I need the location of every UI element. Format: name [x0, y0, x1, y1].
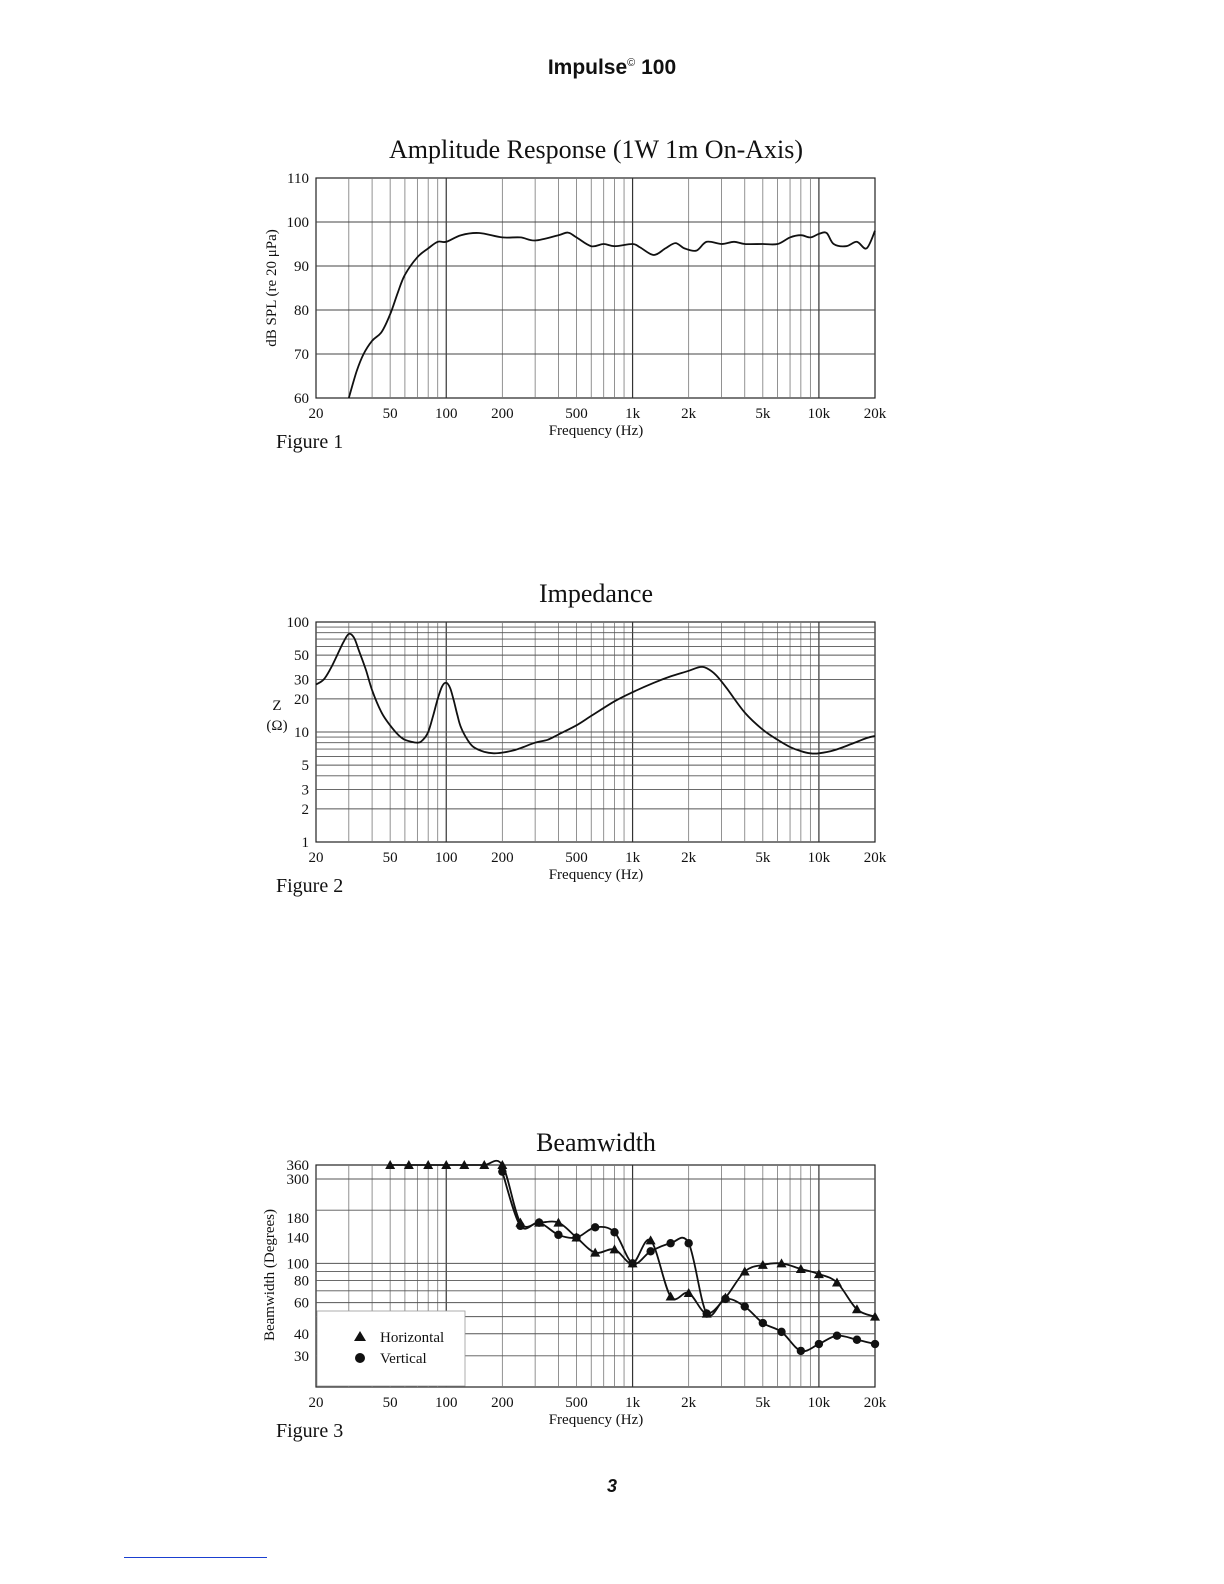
data-point-circle — [797, 1347, 805, 1355]
y-tick-label: 50 — [294, 648, 309, 665]
x-tick-label: 2k — [681, 850, 697, 866]
series-curve — [349, 231, 875, 398]
impedance-chart — [0, 570, 1224, 910]
y-axis-label-unit: (Ω) — [266, 718, 288, 734]
figure-caption: Figure 1 — [276, 431, 344, 453]
x-tick-label: 10k — [807, 406, 831, 422]
x-tick-label: 10k — [807, 850, 831, 866]
x-tick-label: 500 — [565, 406, 588, 422]
x-tick-label: 20k — [863, 850, 887, 866]
x-tick-label: 2k — [681, 1395, 697, 1411]
x-tick-label: 100 — [434, 406, 458, 422]
y-tick-label: 80 — [294, 303, 309, 319]
data-point-circle — [721, 1295, 729, 1303]
data-point-circle — [815, 1340, 823, 1348]
y-tick-label: 10 — [294, 725, 309, 741]
plot-grid — [316, 622, 875, 842]
legend-box — [317, 1311, 465, 1386]
y-tick-label: 60 — [294, 391, 309, 407]
data-point-circle — [572, 1233, 580, 1241]
data-point-circle — [628, 1259, 636, 1267]
data-point-circle — [591, 1223, 599, 1231]
data-point-circle — [498, 1167, 506, 1175]
x-tick-label: 1k — [625, 406, 641, 422]
y-tick-label: 1 — [301, 835, 309, 851]
y-axis-label: Beamwidth (Degrees) — [262, 1208, 278, 1342]
y-tick-label: 70 — [294, 347, 309, 363]
data-point-circle — [741, 1302, 749, 1310]
x-tick-label: 50 — [382, 850, 398, 866]
x-tick-label: 10k — [807, 1395, 831, 1411]
data-point-circle — [684, 1239, 692, 1247]
amplitude-response-chart — [0, 120, 1224, 470]
y-tick-label: 100 — [286, 1256, 309, 1273]
x-axis-label: Frequency (Hz) — [548, 867, 644, 883]
x-tick-label: 20k — [863, 1395, 887, 1411]
beamwidth-chart — [0, 1115, 1224, 1455]
x-tick-label: 200 — [491, 406, 514, 422]
x-tick-label: 2k — [681, 406, 697, 422]
data-point-triangle — [740, 1266, 750, 1275]
y-tick-label: 60 — [294, 1295, 309, 1312]
y-tick-label: 80 — [294, 1273, 309, 1290]
y-tick-label: 180 — [286, 1211, 309, 1228]
data-point-circle — [703, 1309, 711, 1317]
x-tick-label: 5k — [755, 406, 771, 422]
x-tick-label: 5k — [755, 850, 771, 866]
product-name: Impulse — [547, 56, 628, 79]
y-axis-label-symbol: Z — [272, 698, 282, 714]
y-tick-label: 360 — [286, 1158, 309, 1174]
x-axis-label: Frequency (Hz) — [548, 1412, 644, 1428]
x-tick-label: 500 — [565, 1395, 588, 1411]
chart-title: Amplitude Response (1W 1m On-Axis) — [388, 135, 804, 164]
data-point-circle — [666, 1239, 674, 1247]
x-tick-label: 200 — [491, 850, 514, 866]
chart-legend — [317, 1311, 465, 1386]
data-point-circle — [833, 1332, 841, 1340]
y-tick-label: 140 — [286, 1230, 309, 1247]
x-tick-label: 5k — [755, 1395, 771, 1411]
x-axis-label: Frequency (Hz) — [548, 423, 644, 439]
data-point-circle — [535, 1218, 543, 1226]
y-tick-label: 300 — [286, 1172, 309, 1189]
series-line — [349, 231, 875, 398]
x-tick-label: 500 — [565, 850, 588, 866]
model-number: 100 — [641, 56, 677, 79]
y-tick-label: 100 — [286, 615, 309, 631]
data-point-circle — [610, 1228, 618, 1236]
y-tick-label: 90 — [294, 259, 309, 275]
figure-caption: Figure 3 — [276, 1420, 344, 1442]
x-tick-label: 50 — [382, 406, 398, 422]
data-point-circle — [516, 1222, 524, 1230]
y-tick-label: 40 — [294, 1326, 309, 1343]
data-point-circle — [777, 1328, 785, 1336]
data-point-circle — [554, 1231, 562, 1239]
data-point-circle — [871, 1340, 879, 1348]
x-tick-label: 200 — [491, 1395, 514, 1411]
series-line — [316, 634, 875, 754]
chart-title: Beamwidth — [536, 1128, 656, 1157]
x-tick-label: 20 — [308, 406, 324, 422]
page-number: 3 — [606, 1476, 617, 1496]
x-tick-label: 20 — [308, 850, 324, 866]
x-tick-label: 1k — [625, 850, 641, 866]
chart-title: Impedance — [538, 579, 654, 608]
y-tick-label: 100 — [286, 215, 309, 231]
data-point-triangle — [666, 1291, 676, 1300]
copyright-mark: © — [627, 57, 636, 69]
y-tick-label: 30 — [294, 672, 309, 689]
x-tick-label: 1k — [625, 1395, 641, 1411]
y-tick-label: 30 — [294, 1348, 309, 1365]
x-tick-label: 100 — [434, 850, 458, 866]
x-tick-label: 50 — [382, 1395, 398, 1411]
y-tick-label: 3 — [301, 782, 309, 799]
figure-caption: Figure 2 — [276, 875, 344, 897]
legend-circle-icon — [355, 1353, 365, 1363]
x-tick-label: 100 — [434, 1395, 458, 1411]
y-tick-label: 20 — [294, 691, 309, 708]
legend-label-vertical: Vertical — [380, 1351, 427, 1367]
footer-rule — [124, 1557, 267, 1558]
document-title — [0, 56, 1224, 80]
legend-label-horizontal: Horizontal — [380, 1330, 445, 1346]
x-tick-label: 20 — [308, 1395, 324, 1411]
x-tick-label: 20k — [863, 406, 887, 422]
y-axis-label: dB SPL (re 20 μPa) — [264, 229, 280, 347]
data-point-circle — [646, 1247, 654, 1255]
y-tick-label: 110 — [287, 171, 309, 187]
series-curve — [316, 634, 875, 754]
y-tick-label: 2 — [301, 801, 309, 818]
y-tick-label: 5 — [301, 758, 309, 775]
data-point-circle — [759, 1319, 767, 1327]
data-point-circle — [853, 1336, 861, 1344]
